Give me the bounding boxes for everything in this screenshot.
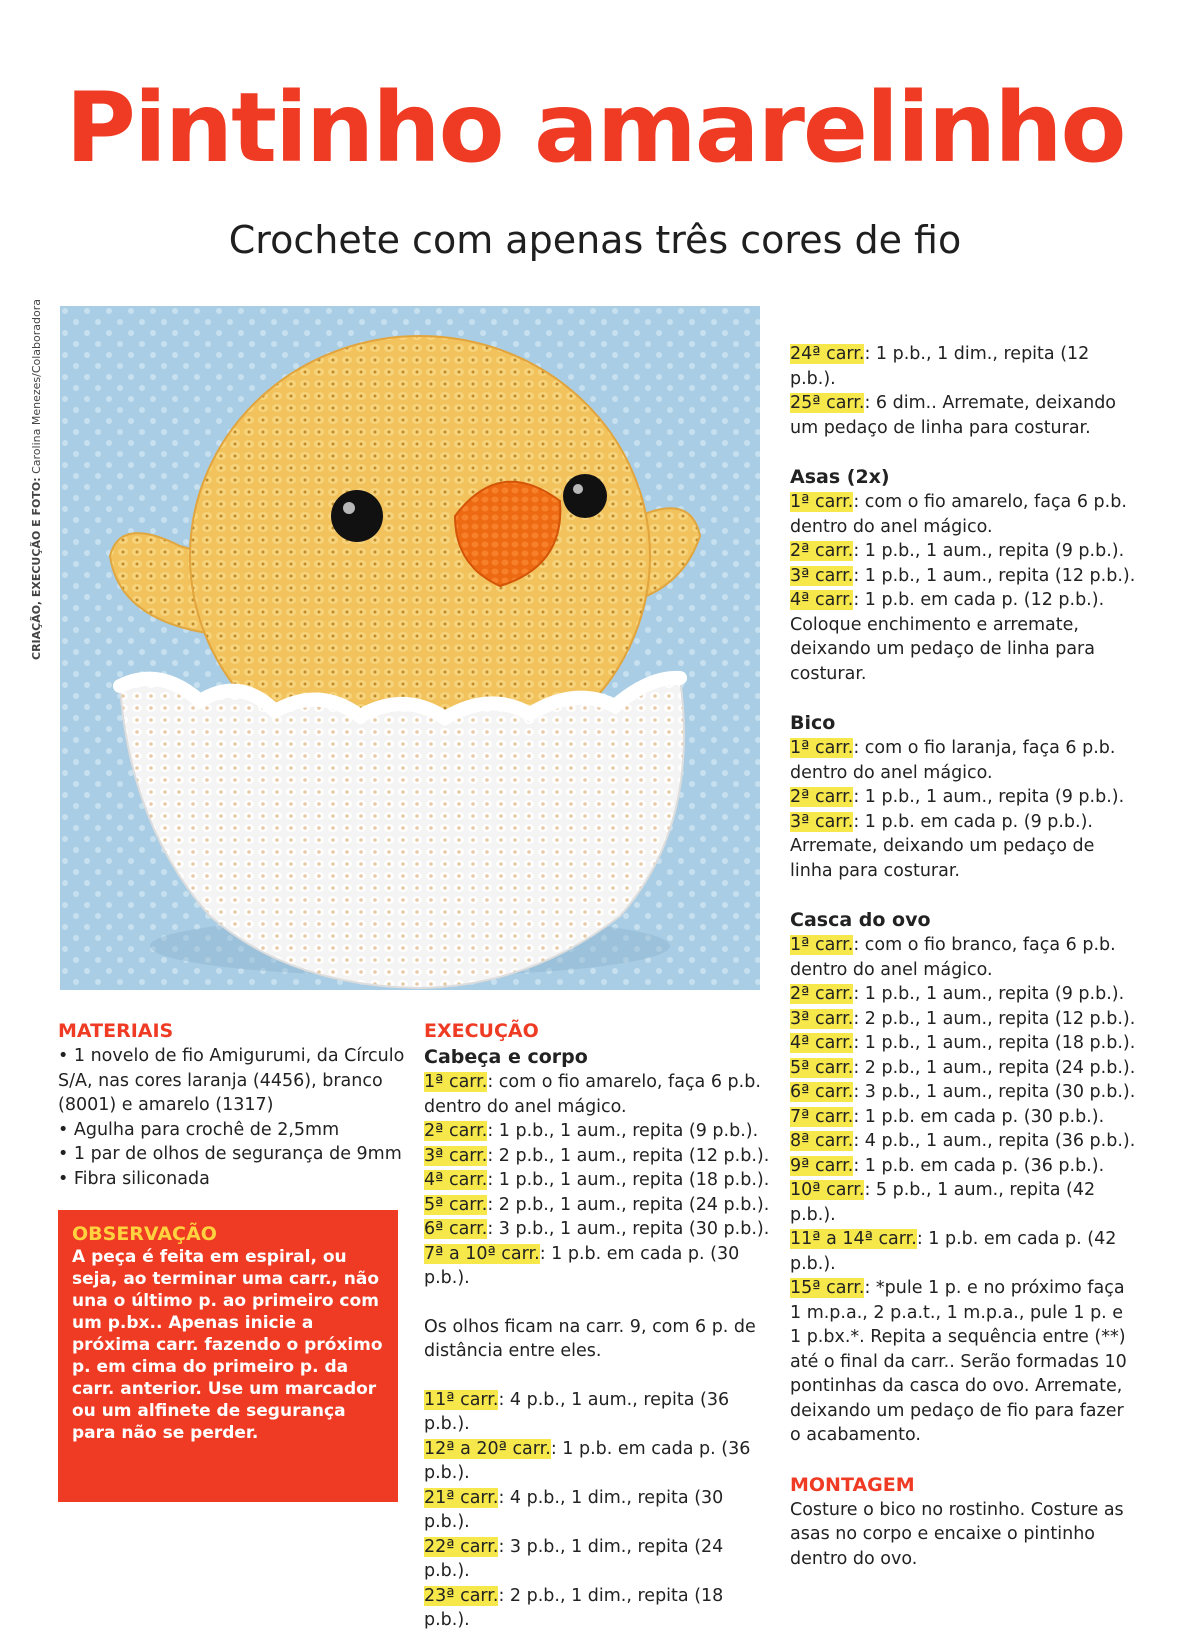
row-instruction: : 1 p.b. em cada p. (42 p.b.). <box>790 1229 1117 1274</box>
row-number-highlight: 25ª carr. <box>790 393 865 413</box>
row-instruction: : 1 p.b. em cada p. (36 p.b.). <box>853 1155 1105 1176</box>
instruction-row <box>424 1535 772 1584</box>
row-number-highlight: 7ª a 10ª carr. <box>424 1243 540 1264</box>
row-number-highlight: 12ª a 20ª carr. <box>424 1438 551 1459</box>
row-number-highlight: 2ª carr. <box>790 541 854 561</box>
row-number-highlight: 3ª carr. <box>790 811 854 832</box>
row-number-highlight: 6ª carr. <box>424 1219 488 1239</box>
row-instruction: : com o fio branco, faça 6 p.b. dentro do anel mágico. <box>790 935 1116 980</box>
row-instruction: : 1 p.b., 1 aum., repita (9 p.b.). <box>853 984 1125 1004</box>
row-instruction: : 2 p.b., 1 aum., repita (12 p.b.). <box>487 1145 770 1166</box>
cabeca-corpo-title: Cabeça e corpo <box>424 1046 588 1068</box>
casca-title: Casca do ovo <box>790 909 931 931</box>
instruction-row <box>424 1242 772 1291</box>
materiais-list <box>58 1044 408 1191</box>
row-instruction: : 3 p.b., 1 aum., repita (30 p.b.). <box>853 1082 1136 1102</box>
row-instruction: : 4 p.b., 1 aum., repita (36 p.b.). <box>424 1389 730 1434</box>
row-number-highlight: 7ª carr. <box>790 1106 854 1127</box>
instruction-row <box>790 1007 1136 1032</box>
observacao-box <box>58 1210 398 1502</box>
cabeca-corpo-rows-cont <box>424 1388 772 1633</box>
asas-rows <box>790 490 1136 686</box>
bico-title: Bico <box>790 712 836 734</box>
row-instruction: : 1 p.b. em cada p. (12 p.b.). Coloque enchimento e arremate, deixando um pedaço de linha para costurar. <box>790 590 1105 684</box>
instruction-row <box>424 1144 772 1169</box>
left-eye <box>331 490 383 542</box>
row-number-highlight: 1ª carr. <box>790 738 854 758</box>
row-number-highlight: 15ª carr. <box>790 1278 865 1298</box>
row-instruction: : 2 p.b., 1 aum., repita (24 p.b.). <box>487 1194 770 1215</box>
row-instruction: : 5 p.b., 1 aum., repita (42 p.b.). <box>790 1180 1096 1225</box>
row-instruction: : 2 p.b., 1 aum., repita (24 p.b.). <box>853 1057 1136 1078</box>
row-number-highlight: 3ª carr. <box>790 1008 854 1029</box>
row-instruction: : 1 p.b., 1 aum., repita (18 p.b.). <box>487 1170 770 1190</box>
list-item: • Fibra siliconada <box>58 1168 210 1189</box>
row-number-highlight: 3ª carr. <box>424 1145 488 1166</box>
row-number-highlight: 6ª carr. <box>790 1082 854 1102</box>
row-number-highlight: 5ª carr. <box>790 1057 854 1078</box>
instruction-row <box>790 785 1136 810</box>
row-number-highlight: 22ª carr. <box>424 1536 499 1557</box>
instruction-row <box>790 391 1136 440</box>
instruction-row <box>424 1584 772 1633</box>
row-number-highlight: 8ª carr. <box>790 1131 854 1151</box>
row-number-highlight: 1ª carr. <box>790 935 854 955</box>
right-eye <box>563 474 607 518</box>
instruction-row <box>790 1056 1136 1081</box>
instruction-row <box>424 1070 772 1119</box>
instruction-row <box>424 1437 772 1486</box>
row-instruction: : 1 p.b., 1 aum., repita (9 p.b.). <box>853 787 1125 807</box>
right-column <box>790 342 1136 1571</box>
instruction-row <box>424 1217 772 1242</box>
row-instruction: : 1 p.b., 1 aum., repita (18 p.b.). <box>853 1033 1136 1053</box>
execucao-section <box>424 1018 772 1633</box>
row-number-highlight: 4ª carr. <box>790 590 854 610</box>
row-instruction: : 1 p.b., 1 aum., repita (9 p.b.). <box>487 1121 759 1141</box>
instruction-row <box>790 1178 1136 1227</box>
row-instruction: : 4 p.b., 1 aum., repita (36 p.b.). <box>853 1131 1136 1151</box>
execucao-title: EXECUÇÃO <box>424 1020 539 1042</box>
instruction-row <box>790 810 1136 884</box>
bico-rows <box>790 736 1136 883</box>
instruction-row <box>790 490 1136 539</box>
corpo-final-rows <box>790 342 1136 440</box>
row-number-highlight: 21ª carr. <box>424 1487 499 1508</box>
instruction-row <box>790 1080 1136 1105</box>
row-instruction: : 1 p.b., 1 aum., repita (12 p.b.). <box>853 565 1136 586</box>
row-number-highlight: 4ª carr. <box>424 1170 488 1190</box>
row-number-highlight: 4ª carr. <box>790 1033 854 1053</box>
row-number-highlight: 1ª carr. <box>424 1072 488 1092</box>
instruction-row <box>790 933 1136 982</box>
row-instruction: : 1 p.b., 1 dim., repita (12 p.b.). <box>790 344 1090 389</box>
instruction-row <box>790 1154 1136 1179</box>
instruction-row <box>790 982 1136 1007</box>
page-subtitle: Crochete com apenas três cores de fio <box>228 218 962 262</box>
row-instruction: : 2 p.b., 1 aum., repita (12 p.b.). <box>853 1008 1136 1029</box>
row-number-highlight: 24ª carr. <box>790 344 865 364</box>
row-number-highlight: 2ª carr. <box>424 1121 488 1141</box>
instruction-row <box>790 1129 1136 1154</box>
instruction-row <box>790 1031 1136 1056</box>
row-number-highlight: 3ª carr. <box>790 565 854 586</box>
row-number-highlight: 5ª carr. <box>424 1194 488 1215</box>
instruction-row <box>790 539 1136 564</box>
chick-photo <box>60 306 760 990</box>
olhos-note: Os olhos ficam na carr. 9, com 6 p. de distância entre eles. <box>424 1316 756 1361</box>
montagem-title: MONTAGEM <box>790 1473 915 1496</box>
row-instruction: : *pule 1 p. e no próximo faça 1 m.p.a., 2 p.a.t., 1 m.p.a., pule 1 p. e 1 p.bx.*. Repita a sequência entre (**) até o final da carr.. Serão formadas 10 pontinhas da casca do ovo. Arremate, deixando um pedaço de fio para fazer o acabamento. <box>790 1278 1127 1445</box>
observacao-title: OBSERVAÇÃO <box>72 1223 217 1245</box>
row-number-highlight: 2ª carr. <box>790 984 854 1004</box>
montagem-text: Costure o bico no rostinho. Costure as asas no corpo e encaixe o pintinho dentro do ovo. <box>790 1499 1124 1569</box>
row-number-highlight: 9ª carr. <box>790 1155 854 1176</box>
row-number-highlight: 11ª a 14ª carr. <box>790 1229 917 1249</box>
instruction-row <box>424 1168 772 1193</box>
list-item: • Agulha para crochê de 2,5mm <box>58 1119 340 1140</box>
observacao-text: A peça é feita em espiral, ou seja, ao terminar uma carr., não una o último p. ao primeiro com um p.bx.. Apenas inicie a próxima carr. fazendo o próximo p. em cima do primeiro p. da carr. anterior. Use um marcador ou um alfinete de segurança para não se perder. <box>72 1247 383 1443</box>
cabeca-corpo-rows <box>424 1070 772 1291</box>
credit-name: Carolina Menezes/Colaboradora <box>30 299 43 474</box>
instruction-row <box>790 564 1136 589</box>
row-number-highlight: 11ª carr. <box>424 1389 499 1410</box>
instruction-row <box>790 1276 1136 1448</box>
row-number-highlight: 1ª carr. <box>790 492 854 512</box>
row-instruction: : 1 p.b. em cada p. (36 p.b.). <box>424 1438 751 1483</box>
instruction-row <box>424 1486 772 1535</box>
row-instruction: : com o fio amarelo, faça 6 p.b. dentro do anel mágico. <box>424 1072 761 1117</box>
row-instruction: : 3 p.b., 1 dim., repita (24 p.b.). <box>424 1536 724 1581</box>
instruction-row <box>790 736 1136 785</box>
list-item: • 1 par de olhos de segurança de 9mm <box>58 1144 402 1164</box>
materiais-section <box>58 1018 408 1191</box>
row-instruction: : 1 p.b. em cada p. (30 p.b.). <box>424 1243 740 1288</box>
row-number-highlight: 23ª carr. <box>424 1585 499 1606</box>
row-number-highlight: 2ª carr. <box>790 787 854 807</box>
list-item: • 1 novelo de fio Amigurumi, da Círculo S/A, nas cores laranja (4456), branco (8001) e amarelo (1317) <box>58 1046 405 1115</box>
row-number-highlight: 10ª carr. <box>790 1180 865 1200</box>
photo-credit <box>30 299 43 660</box>
row-instruction: : 3 p.b., 1 aum., repita (30 p.b.). <box>487 1219 770 1239</box>
row-instruction: : 4 p.b., 1 dim., repita (30 p.b.). <box>424 1487 724 1532</box>
materiais-title: MATERIAIS <box>58 1020 174 1042</box>
row-instruction: : 1 p.b., 1 aum., repita (9 p.b.). <box>853 541 1125 561</box>
row-instruction: : 2 p.b., 1 dim., repita (18 p.b.). <box>424 1585 724 1630</box>
row-instruction: : com o fio amarelo, faça 6 p.b. dentro do anel mágico. <box>790 492 1127 537</box>
instruction-row <box>424 1193 772 1218</box>
chick-illustration <box>60 306 760 990</box>
instruction-row <box>790 588 1136 686</box>
row-instruction: : 6 dim.. Arremate, deixando um pedaço de linha para costurar. <box>790 393 1117 438</box>
casca-rows <box>790 933 1136 1448</box>
row-instruction: : com o fio laranja, faça 6 p.b. dentro do anel mágico. <box>790 738 1116 783</box>
instruction-row <box>790 342 1136 391</box>
instruction-row <box>424 1119 772 1144</box>
asas-title: Asas (2x) <box>790 466 890 488</box>
page-title: Pintinho amarelinho <box>65 72 1125 184</box>
instruction-row <box>424 1388 772 1437</box>
row-instruction: : 1 p.b. em cada p. (9 p.b.). Arremate, deixando um pedaço de linha para costurar. <box>790 811 1095 881</box>
instruction-row <box>790 1105 1136 1130</box>
instruction-row <box>790 1227 1136 1276</box>
row-instruction: : 1 p.b. em cada p. (30 p.b.). <box>853 1106 1105 1127</box>
credit-label: CRIAÇÃO, EXECUÇÃO E FOTO: <box>30 477 43 660</box>
